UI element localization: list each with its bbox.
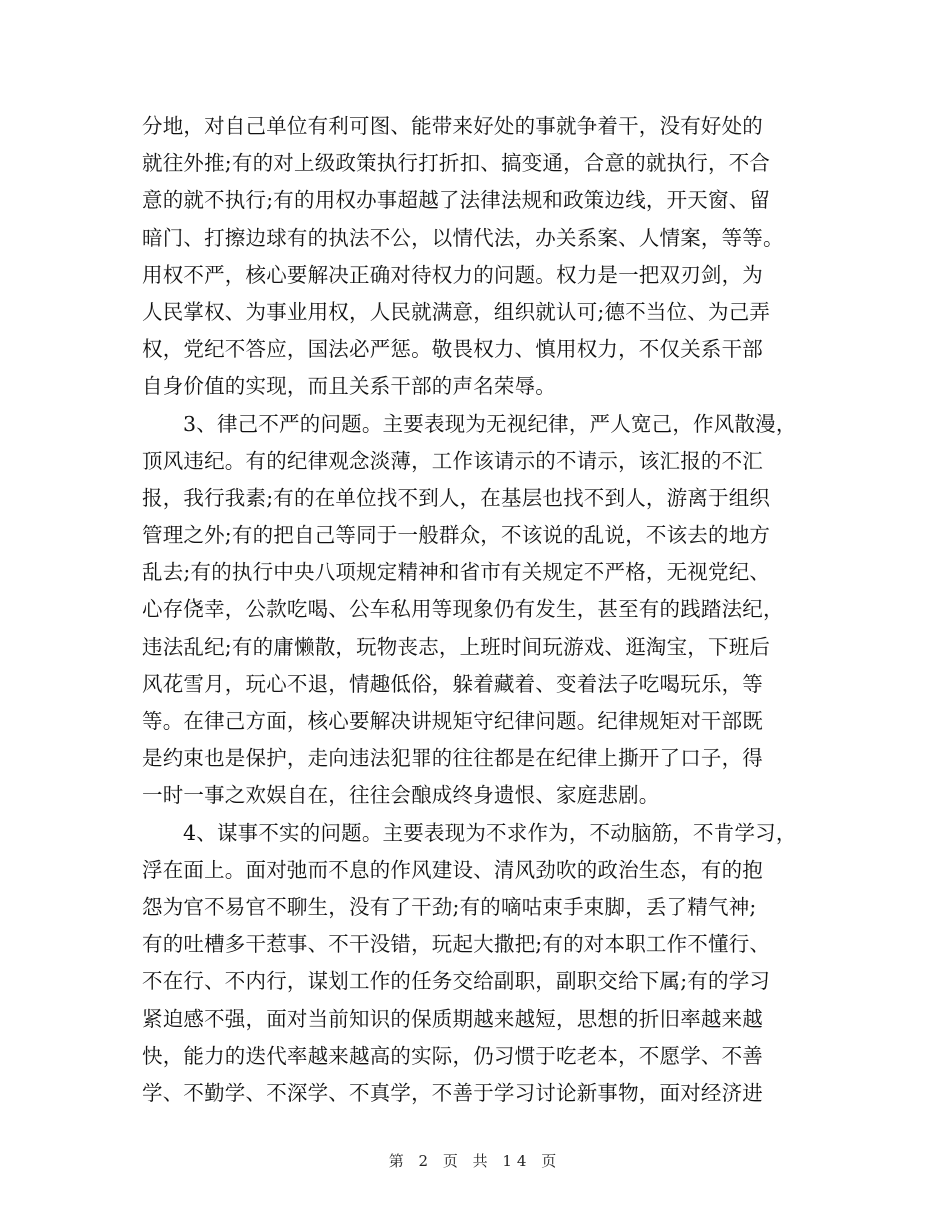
text-line: 顶风违纪。有的纪律观念淡薄，工作该请示的不请示，该汇报的不汇: [142, 448, 763, 473]
text-line: 意的就不执行;有的用权办事超越了法律法规和政策边线，开天窗、留: [142, 188, 771, 213]
text-line: 浮在面上。面对弛而不息的作风建设、清风劲吹的政治生态，有的抱: [142, 857, 763, 882]
text-line: 有的吐槽多干惹事、不干没错，玩起大撒把;有的对本职工作不懂行、: [142, 932, 771, 957]
text-line: 快，能力的迭代率越来越高的实际，仍习惯于吃老本，不愿学、不善: [142, 1043, 763, 1068]
text-line: 风花雪月，玩心不退，情趣低俗，躲着藏着、变着法子吃喝玩乐，等: [142, 671, 763, 696]
text-line: 怨为官不易官不聊生，没有了干劲;有的嘀咕束手束脚，丢了精气神;: [142, 894, 757, 919]
paragraph-start-line: 3、律己不严的问题。主要表现为无视纪律，严人宽己，作风散漫，: [183, 411, 797, 436]
text-line: 报，我行我素;有的在单位找不到人，在基层也找不到人，游离于组织: [142, 485, 771, 510]
text-line: 自身价值的实现，而且关系干部的声名荣辱。: [142, 374, 556, 399]
text-line: 权，党纪不答应，国法必严惩。敬畏权力、慎用权力，不仅关系干部: [142, 337, 763, 362]
paragraph-start-line: 4、谋事不实的问题。主要表现为不求作为，不动脑筋，不肯学习，: [183, 820, 797, 845]
text-line: 暗门、打擦边球有的执法不公，以情代法，办关系案、人情案，等等。: [142, 225, 784, 250]
text-line: 心存侥幸，公款吃喝、公车私用等现象仍有发生，甚至有的践踏法纪，: [142, 597, 784, 622]
text-line: 紧迫感不强，面对当前知识的保质期越来越短，思想的折旧率越来越: [142, 1006, 763, 1031]
text-line: 用权不严，核心要解决正确对待权力的问题。权力是一把双刃剑，为: [142, 262, 763, 287]
text-line: 乱去;有的执行中央八项规定精神和省市有关规定不严格，无视党纪、: [142, 560, 771, 585]
text-line: 等。在律己方面，核心要解决讲规矩守纪律问题。纪律规矩对干部既: [142, 709, 763, 733]
text-line: 一时一事之欢娱自在，往往会酿成终身遗恨、家庭悲剧。: [142, 783, 660, 808]
document-body: [142, 108, 832, 1112]
text-line: 就往外推;有的对上级政策执行打折扣、搞变通，合意的就执行，不合: [142, 151, 771, 176]
text-line: 人民掌权、为事业用权，人民就满意，组织就认可;德不当位、为己弄: [142, 299, 771, 324]
text-line: 是约束也是保护，走向违法犯罪的往往都是在纪律上撕开了口子，得: [142, 746, 763, 771]
text-line: 学、不勤学、不深学、不真学，不善于学习讨论新事物，面对经济进: [142, 1080, 763, 1105]
text-line: 不在行、不内行，谋划工作的任务交给副职，副职交给下属;有的学习: [142, 969, 771, 994]
text-line: 分地，对自己单位有利可图、能带来好处的事就争着干，没有好处的: [142, 114, 763, 138]
text-line: 管理之外;有的把自己等同于一般群众，不该说的乱说，不该去的地方: [142, 523, 771, 548]
text-line: 违法乱纪;有的庸懒散，玩物丧志，上班时间玩游戏、逛淘宝，下班后: [142, 634, 771, 659]
page-footer: 第 2 页 共 14 页: [388, 1152, 562, 1170]
